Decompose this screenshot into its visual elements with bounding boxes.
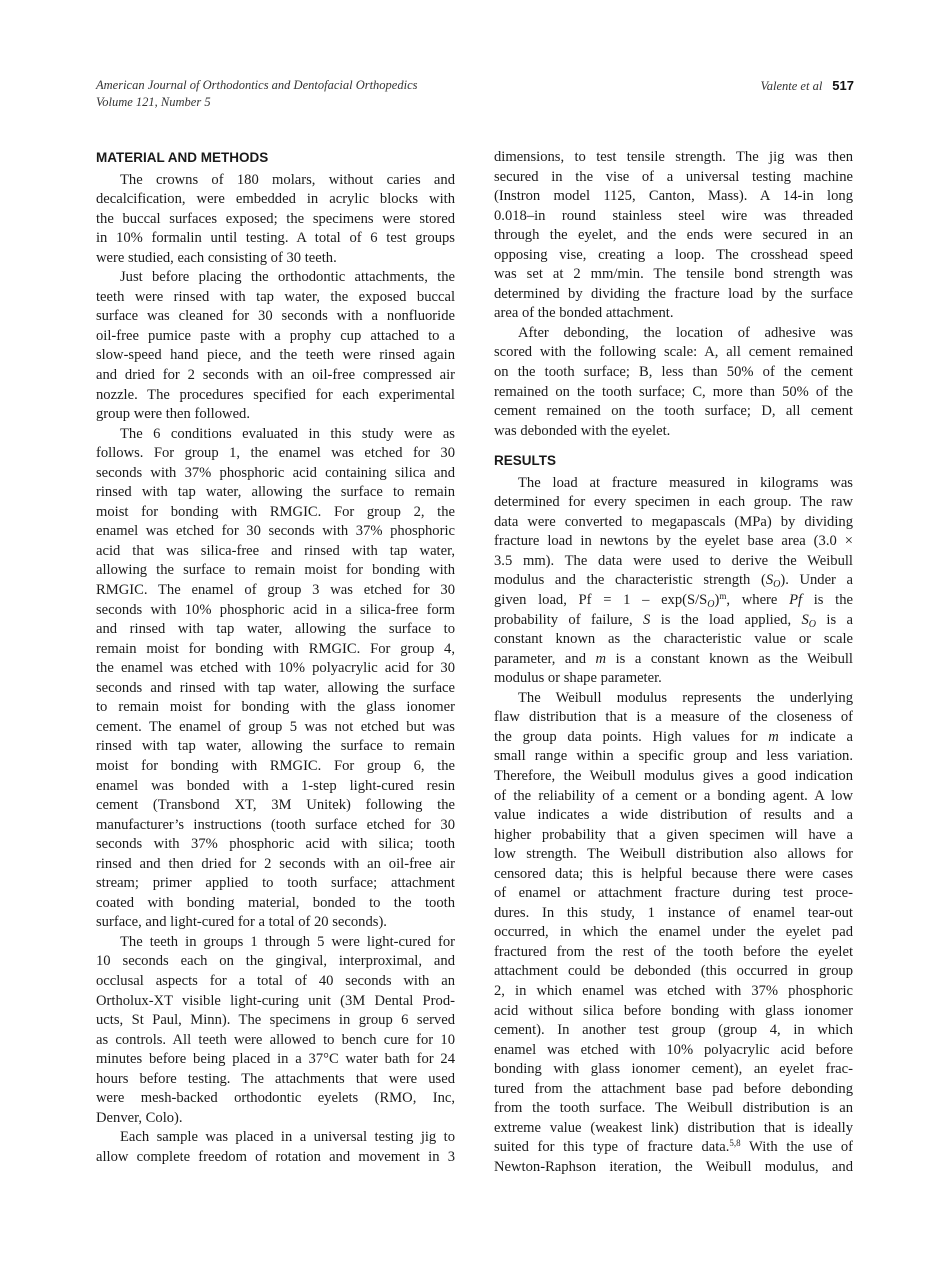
text-run: is a bbox=[816, 611, 853, 628]
text-line: remained on the tooth surface; C, more than 50% of the bbox=[494, 383, 853, 400]
text-line: seconds with 37% phosphoric acid containing silica and bbox=[96, 464, 455, 481]
text-line: rinsed with tap water, allowing the surface to remain bbox=[96, 484, 455, 501]
symbol-s: S bbox=[643, 611, 651, 628]
paragraph-conditions bbox=[96, 425, 455, 933]
text-line: manufacturer’s instructions (tooth surface etched for 30 bbox=[96, 816, 455, 833]
text-line: seconds with 10% phosphoric acid in a silica-free form bbox=[96, 601, 455, 618]
paragraph-specimens bbox=[96, 171, 455, 269]
text-line: was debonded with the eyelet. bbox=[494, 422, 671, 439]
text-run: is the load applied, bbox=[650, 611, 802, 628]
text-line: censored data; this is helpful because there were cases bbox=[494, 865, 853, 882]
text-line bbox=[494, 571, 853, 591]
text-line: determined by dividing the fracture load by the surface bbox=[494, 285, 853, 302]
text-line: teeth were rinsed with tap water, the exposed buccal bbox=[96, 288, 455, 305]
subscript-o: O bbox=[707, 599, 715, 611]
text-line: coated with bonding material, bonded to the tooth bbox=[96, 894, 455, 911]
text-line: enamel was etched for 30 seconds with 37% phosphoric bbox=[96, 523, 455, 540]
text-line: of the reliability of a cement or a bonding agent. A low bbox=[494, 787, 853, 804]
text-run: modulus and the characteristic strength ( bbox=[494, 572, 766, 589]
journal-volume: Volume 121, Number 5 bbox=[96, 95, 211, 109]
text-line: minutes before being placed in a 37°C water bath for 24 bbox=[96, 1051, 455, 1068]
text-line: constant known as the characteristic value or scale bbox=[494, 631, 853, 648]
text-line: surface was cleaned for 30 seconds with a nonfluoride bbox=[96, 308, 455, 325]
text-line: After debonding, the location of adhesive was bbox=[518, 324, 853, 341]
author-short: Valente et al bbox=[760, 79, 823, 93]
text-line: enamel was bonded with a 1-step light-cured resin bbox=[96, 777, 455, 794]
text-line: rinsed and then dried for 2 seconds with an oil-free air bbox=[96, 855, 455, 872]
formula-text: given load, Pf = 1 – exp(S/S bbox=[494, 592, 708, 609]
journal-info bbox=[96, 77, 854, 111]
text-line: data were converted to megapascals (MPa) by dividing bbox=[494, 513, 853, 530]
paragraph-testing-jig bbox=[96, 1128, 455, 1167]
text-line: 3.5 mm). The data were used to derive the Weibull bbox=[494, 552, 853, 569]
subscript-o: O bbox=[808, 618, 817, 630]
text-line: group were then followed. bbox=[96, 406, 250, 423]
text-run: probability of failure, bbox=[494, 611, 644, 628]
paragraph-weibull-modulus bbox=[494, 689, 853, 1178]
text-line: flaw distribution that is a measure of the closeness of bbox=[494, 709, 853, 726]
text-line: nozzle. The procedures specified for each experimental bbox=[96, 386, 455, 403]
text-line: 0.018–in round stainless steel wire was threaded bbox=[494, 207, 853, 224]
text-line: to remain moist for bonding with the glass ionomer bbox=[96, 699, 455, 716]
text-run: With the use of bbox=[740, 1139, 853, 1156]
text-line: Denver, Colo). bbox=[96, 1109, 183, 1126]
text-run: ). Under a bbox=[780, 572, 853, 589]
text-line: 10 seconds each on the gingival, interproximal, and bbox=[96, 953, 455, 970]
text-line: acid that was silica-free and rinsed with tap water, bbox=[96, 542, 455, 559]
weibull-formula-line bbox=[494, 591, 853, 611]
text-line: RMGIC. The enamel of group 3 was etched for 30 bbox=[96, 582, 455, 599]
text-line: The teeth in groups 1 through 5 were light-cured for bbox=[120, 933, 455, 950]
journal-title: American Journal of Orthodontics and Dentofacial Orthopedics bbox=[96, 78, 418, 92]
text-line: The 6 conditions evaluated in this study were as bbox=[120, 425, 455, 442]
text-line: cement). In another test group (group 4, in which bbox=[494, 1022, 853, 1039]
text-line: secured in the vise of a universal testing machine bbox=[494, 168, 853, 185]
text-line: decalcification, were embedded in acrylic blocks with bbox=[96, 191, 455, 208]
formula-text: ) bbox=[714, 592, 720, 609]
page-info bbox=[761, 77, 855, 95]
paragraph-testing-continued bbox=[494, 148, 853, 324]
text-line: 2, in which enamel was etched with 37% phosphoric bbox=[494, 982, 853, 999]
text-line: were mesh-backed orthodontic eyelets (RMO, Inc, bbox=[96, 1090, 455, 1107]
text-line: stream; primer applied to tooth surface; attachment bbox=[96, 875, 455, 892]
text-line: occurred, in which the enamel under the eyelet pad bbox=[494, 924, 853, 941]
text-line: cement (Transbond XT, 3M Unitek) following the bbox=[96, 797, 455, 814]
text-line: (Instron model 1125, Canton, Mass). A 14-in long bbox=[494, 188, 853, 205]
text-line: seconds with 37% phosphoric acid with silica; tooth bbox=[96, 836, 455, 853]
paragraph-adhesive-scoring bbox=[494, 324, 853, 441]
text-run: the group data points. High values for bbox=[494, 728, 769, 745]
text-line: hours before testing. The attachments that were used bbox=[96, 1070, 455, 1087]
text-line: The load at fracture measured in kilograms was bbox=[518, 474, 853, 491]
page-number: 517 bbox=[832, 78, 854, 93]
text-line bbox=[494, 728, 853, 748]
text-line: Newton-Raphson iteration, the Weibull modulus, and bbox=[494, 1158, 853, 1175]
text-line: moist for bonding with RMGIC. For group 2, the bbox=[96, 503, 455, 520]
text-line: dimensions, to test tensile strength. The jig was then bbox=[494, 149, 853, 165]
text-run: indicate a bbox=[778, 728, 853, 745]
text-line: tured from the attachment base pad before debonding bbox=[494, 1080, 853, 1097]
text-line: enamel was etched with 10% polyacrylic acid before bbox=[494, 1041, 853, 1058]
text-line: value indicates a wide distribution of results and a bbox=[494, 807, 853, 824]
text-line: determined for every specimen in each group. The raw bbox=[494, 494, 853, 511]
text-line: opposing vise, creating a loop. The crosshead speed bbox=[494, 246, 853, 263]
paragraph-results-load bbox=[494, 474, 853, 689]
text-line: cement remained on the tooth surface; D, all cement bbox=[494, 403, 853, 420]
text-line: area of the bonded attachment. bbox=[494, 305, 674, 322]
text-line: the enamel was etched with 10% polyacrylic acid for 30 bbox=[96, 660, 455, 677]
text-line: Each sample was placed in a universal testing jig to bbox=[120, 1129, 455, 1146]
text-line: as controls. All teeth were allowed to bench cure for 10 bbox=[96, 1031, 455, 1048]
section-heading-methods: MATERIAL AND METHODS bbox=[96, 150, 269, 165]
symbol-m: m bbox=[595, 650, 607, 667]
text-line bbox=[494, 1138, 853, 1158]
text-line: on the tooth surface; B, less than 50% of the cement bbox=[494, 364, 853, 381]
text-line: Just before placing the orthodontic attachments, the bbox=[120, 269, 455, 286]
text-line: was set at 2 mm/min. The tensile bond strength was bbox=[494, 266, 853, 283]
text-line: The Weibull modulus represents the underlying bbox=[518, 689, 853, 706]
text-line: acid without silica before bonding with glass ionomer bbox=[494, 1002, 853, 1019]
text-line: and rinsed with tap water, allowing the surface to bbox=[96, 621, 455, 638]
text-line: moist for bonding with RMGIC. For group 6, the bbox=[96, 757, 455, 774]
text-run: is a constant known as the Weibull bbox=[606, 650, 853, 667]
text-line: the buccal surfaces exposed; the specimens were stored bbox=[96, 210, 455, 227]
text-line: were studied, each consisting of 30 teeth. bbox=[96, 249, 337, 266]
subscript-o: O bbox=[773, 579, 781, 591]
symbol-s: S bbox=[765, 572, 774, 589]
text-line: follows. For group 1, the enamel was etched for 30 bbox=[96, 445, 455, 462]
text-line: fractured from the rest of the tooth before the eyelet bbox=[494, 943, 853, 960]
symbol-s: S bbox=[801, 611, 809, 628]
text-line bbox=[494, 650, 853, 670]
text-line: seconds and rinsed with tap water, allowing the surface bbox=[96, 679, 455, 696]
text-line: allow complete freedom of rotation and movement in 3 bbox=[96, 1148, 455, 1165]
text-line bbox=[494, 611, 853, 631]
paragraph-curing bbox=[96, 933, 455, 1128]
text-line: Ortholux-XT visible light-curing unit (3M Dental Prod- bbox=[96, 992, 455, 1009]
text-line: fracture load in newtons by the eyelet base area (3.0 × bbox=[494, 533, 853, 550]
paragraph-preparation bbox=[96, 268, 455, 424]
text-line: oil-free pumice paste with a prophy cup attached to a bbox=[96, 327, 455, 344]
text-line: in 10% formalin until testing. A total of 6 test groups bbox=[96, 230, 455, 247]
citation-reference[interactable]: 5,8 bbox=[729, 1138, 741, 1149]
symbol-pf: Pf bbox=[789, 592, 803, 609]
text-line: modulus or shape parameter. bbox=[494, 670, 662, 687]
text-line: attachment could be debonded (this occurred in group bbox=[494, 963, 853, 980]
text-line: low strength. The Weibull distribution also allows for bbox=[494, 846, 853, 863]
text-line: cement. The enamel of group 5 was not etched but was bbox=[96, 718, 455, 735]
text-line: of enamel or attachment fracture during test proce- bbox=[494, 885, 853, 902]
text-line: allowing the surface to remain moist for bonding with bbox=[96, 562, 455, 579]
text-line: from the tooth surface. The Weibull distribution is an bbox=[494, 1100, 853, 1117]
text-run: suited for this type of fracture data. bbox=[494, 1139, 730, 1156]
text-line: Therefore, the Weibull modulus gives a good indication bbox=[494, 767, 853, 784]
symbol-m: m bbox=[768, 728, 779, 745]
text-line: surface, and light-cured for a total of 20 seconds). bbox=[96, 914, 387, 931]
text-line: through the eyelet, and the ends were secured in an bbox=[494, 227, 853, 244]
text-line: extreme value (weakest link) distribution that is ideally bbox=[494, 1119, 853, 1136]
superscript-m: m bbox=[719, 591, 727, 602]
text-run: , where bbox=[726, 592, 790, 609]
right-column bbox=[494, 148, 853, 1177]
text-line: ucts, St Paul, Minn). The specimens in group 6 served bbox=[96, 1012, 455, 1029]
text-line: rinsed with tap water, allowing the surface to remain bbox=[96, 738, 455, 755]
text-line: scored with the following scale: A, all cement remained bbox=[494, 344, 853, 361]
text-line: small range within a specific group and less variation. bbox=[494, 748, 853, 765]
section-heading-results: RESULTS bbox=[494, 453, 557, 469]
left-column bbox=[96, 148, 455, 1167]
text-line: dures. In this study, 1 instance of enamel tear-out bbox=[494, 904, 853, 921]
text-line: and dried for 2 seconds with an oil-free compressed air bbox=[96, 367, 455, 384]
text-line: occlusal aspects for a total of 40 seconds with an bbox=[96, 972, 455, 989]
text-line: The crowns of 180 molars, without caries and bbox=[120, 171, 455, 188]
text-line: remain moist for bonding with RMGIC. For group 4, bbox=[96, 640, 455, 657]
running-header bbox=[96, 77, 854, 111]
text-run: is the bbox=[802, 592, 853, 609]
text-run: parameter, and bbox=[494, 650, 596, 667]
text-line: higher probability that a given specimen will have a bbox=[494, 826, 853, 843]
text-line: bonding with glass ionomer cement), an eyelet frac- bbox=[494, 1061, 853, 1078]
text-line: slow-speed hand piece, and the teeth were rinsed again bbox=[96, 347, 455, 364]
